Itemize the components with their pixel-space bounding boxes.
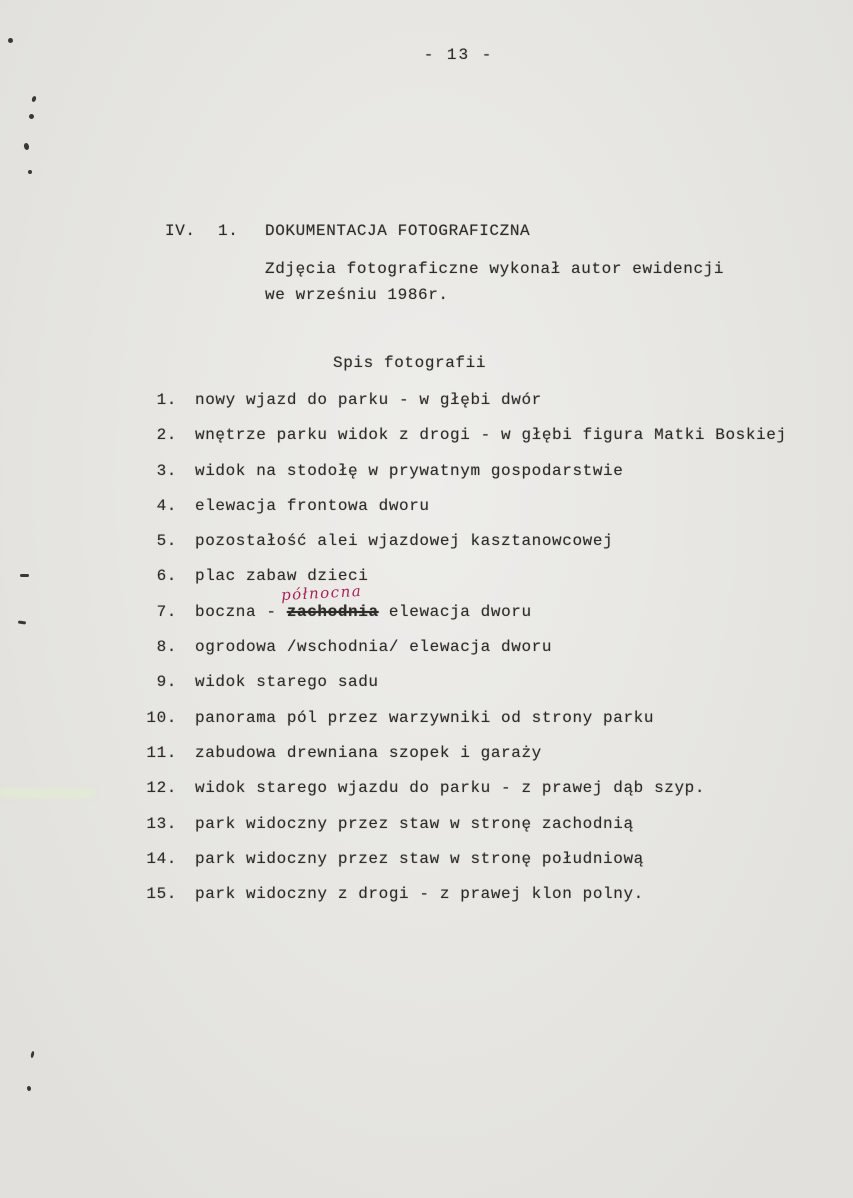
list-item-number: 11. [146,743,177,762]
list-item-text: park widoczny przez staw w stronę południową [195,849,644,868]
list-item-text: plac zabaw dzieci [195,567,369,586]
list-item [0,779,853,814]
scan-speck [20,574,29,577]
list-item-number: 1. [156,391,177,409]
list-item-text: zabudowa drewniana szopek i garaży [195,743,542,762]
list-item [0,744,853,779]
section-heading [165,222,530,240]
list-item [0,885,853,920]
section-number: IV. [165,222,196,240]
list-item-number: 2. [156,426,177,445]
list-item [0,391,853,426]
list-item-number: 14. [146,849,177,868]
list-item-text-part: elewacja dworu [378,602,532,621]
list-item-text: park widoczny z drogi - z prawej klon polny. [195,885,644,904]
list-item-number: 3. [156,461,177,480]
list-item-number: 8. [156,638,177,657]
list-item-text: park widoczny przez staw w stronę zachodnią [195,814,634,833]
list-item [0,709,853,744]
scan-speck [27,1086,32,1092]
list-item-text: pozostałość alei wjazdowej kasztanowcowej [195,532,614,551]
list-item [0,426,853,461]
list-item-text-part: boczna - [195,602,287,621]
photo-list [0,391,853,920]
scan-speck [31,95,37,102]
handwritten-annotation: północna [280,581,363,604]
list-item [0,638,853,673]
scan-speck [30,1051,34,1058]
list-item [0,850,853,885]
list-item [0,815,853,850]
list-item-number: 10. [146,708,177,727]
page-number: - 13 - [423,46,494,64]
list-title: Spis fotografii [333,354,487,372]
list-item-text: widok starego wjazdu do parku - z prawej dąb szyp. [195,779,706,798]
list-item-text: wnętrze parku widok z drogi - w głębi figura Matki Boskiej [195,426,787,445]
list-item-number: 13. [146,814,177,833]
intro-line-2: we wrześniu 1986r. [265,286,449,304]
list-item-text: ogrodowa /wschodnia/ elewacja dworu [195,638,553,657]
list-item-number: 4. [156,496,177,515]
intro-line-1: Zdjęcia fotograficzne wykonał autor ewidencji [265,260,725,278]
list-item [0,497,853,532]
scan-streak [0,788,95,798]
list-item-number: 5. [156,532,177,551]
list-item-text: widok starego sadu [195,673,379,692]
list-item-text: widok na stodołę w prywatnym gospodarstwie [195,461,624,480]
list-item-number: 7. [156,602,177,621]
list-item [0,532,853,567]
subsection-number: 1. [218,222,239,240]
list-item [0,581,853,638]
section-title: DOKUMENTACJA FOTOGRAFICZNA [265,222,531,240]
scan-speck [23,142,30,150]
list-item [0,567,853,602]
list-item-number: 12. [146,779,177,798]
list-item-text [195,581,532,621]
list-item-number: 9. [156,673,177,692]
list-item-text: nowy wjazd do parku - w głębi dwór [195,391,542,409]
list-item [0,462,853,497]
struck-word: zachodnia [286,602,379,621]
scan-speck [28,170,32,174]
intro-paragraph [265,256,724,308]
scan-speck [29,114,34,119]
list-item-number: 6. [156,567,177,586]
list-item-text: elewacja frontowa dworu [195,496,430,515]
list-item-number: 15. [146,885,177,904]
list-item-text: panorama pól przez warzywniki od strony parku [195,708,655,727]
corrected-word [280,581,379,621]
list-item [0,673,853,708]
scan-speck [8,38,13,43]
